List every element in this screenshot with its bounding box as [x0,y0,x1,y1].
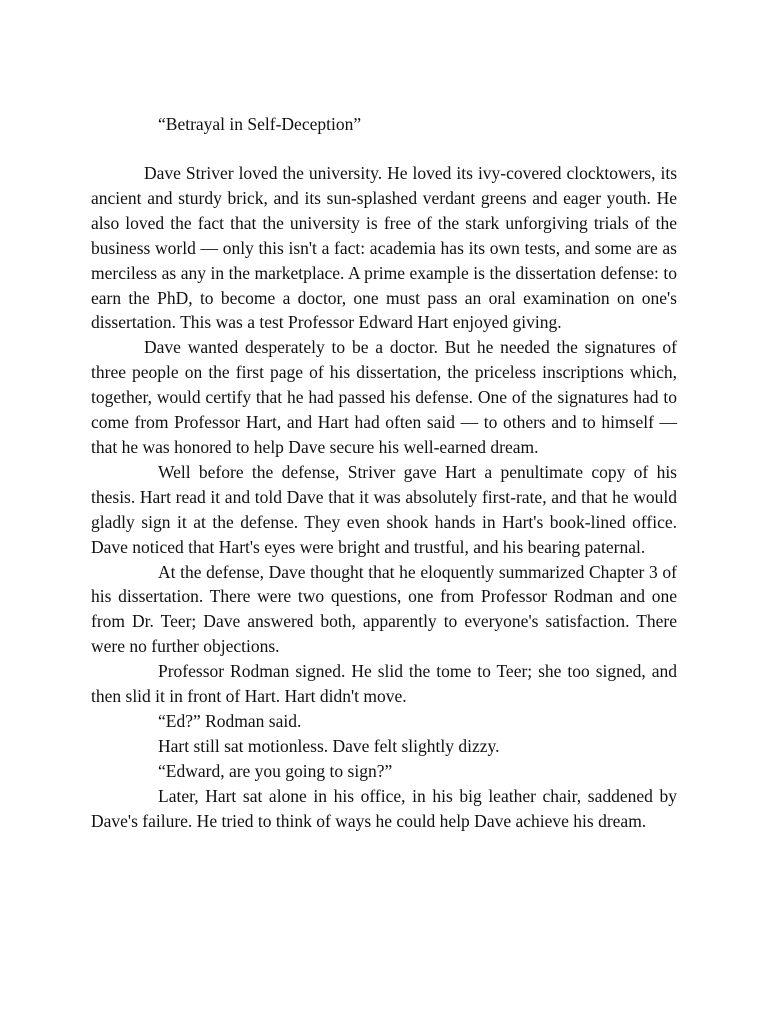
paragraph-3: Well before the defense, Striver gave Hart a penultimate copy of his thesis. Hart read it and told Dave that it was absolutely first-rate, and that he would gladly sign it at the defense. They even shook hands in Hart's book-lined office. Dave noticed that Hart's eyes were bright and trustful, and his bearing paternal. [91,461,677,557]
paragraph-7: Hart still sat motionless. Dave felt slightly dizzy. [158,735,500,756]
paragraph-8: “Edward, are you going to sign?” [158,760,393,781]
paragraph-4: At the defense, Dave thought that he eloquently summarized Chapter 3 of his dissertation. There were two questions, one from Professor Rodman and one from Dr. Teer; Dave answered both, apparently to everyone's satisfaction. There were no further objections. [91,561,677,657]
document-body [91,161,677,833]
paragraph-1: Dave Striver loved the university. He loved its ivy-covered clocktowers, its ancient and sturdy brick, and its sun-splashed verdant greens and eager youth. He also loved the fact that the university is free of the stark unforgiving trials of the business world — only this isn't a fact: academia has its own tests, and some are as merciless as any in the marketplace. A prime example is the dissertation defense: to earn the PhD, to become a doctor, one must pass an oral examination on one's dissertation. This was a test Professor Edward Hart enjoyed giving. [91,163,677,333]
paragraph-5: Professor Rodman signed. He slid the tome to Teer; she too signed, and then slid it in front of Hart. Hart didn't move. [91,661,677,707]
paragraph-9: Later, Hart sat alone in his office, in his big leather chair, saddened by Dave's failure. He tried to think of ways he could help Dave achieve his dream. [91,785,677,831]
document-title: “Betrayal in Self-Deception” [158,114,362,134]
paragraph-6: “Ed?” Rodman said. [158,710,302,731]
paragraph-2: Dave wanted desperately to be a doctor. But he needed the signatures of three people on the first page of his dissertation, the priceless inscriptions which, together, would certify that he had passed his defense. One of the signatures had to come from Professor Hart, and Hart had often said — to others and to himself — that he was honored to help Dave secure his well-earned dream. [91,337,677,457]
